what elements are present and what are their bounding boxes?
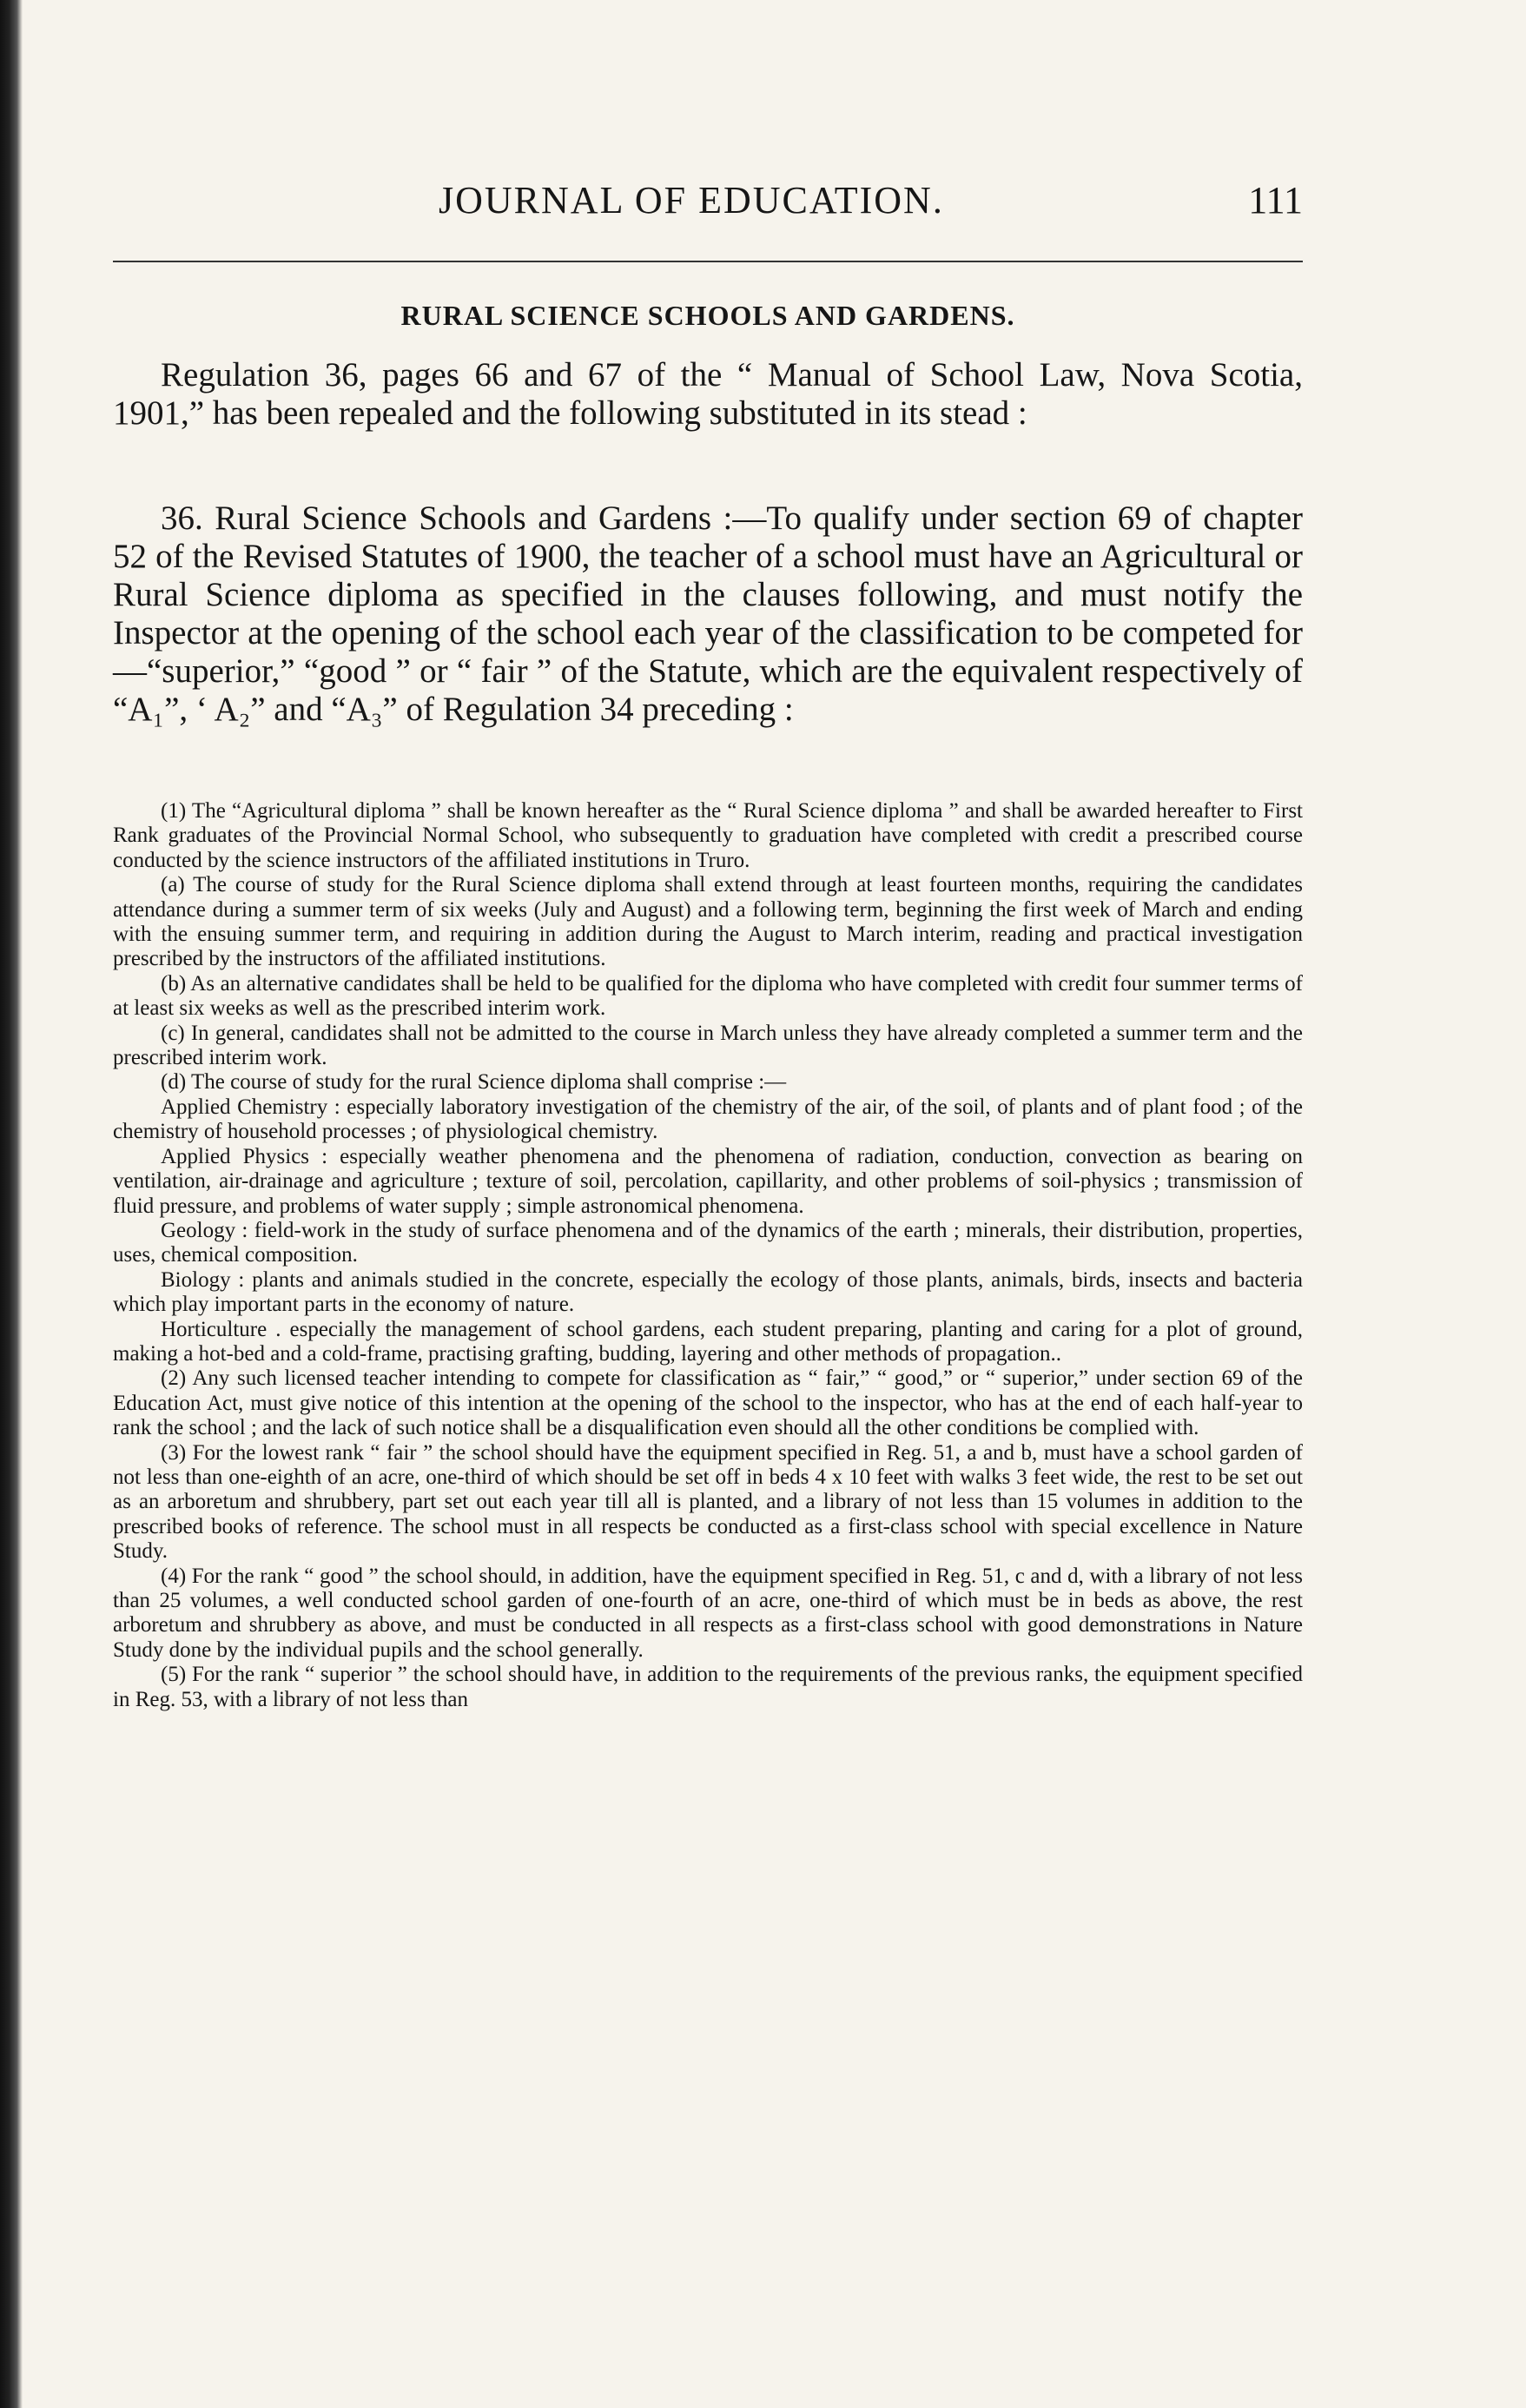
- clause-5: (5) For the rank “ superior ” the school should have, in addition to the requirements of the previous ranks, the equipment specified in Reg. 53, with a library of not less than: [113, 1663, 1303, 1711]
- clause-1c: (c) In general, candidates shall not be admitted to the course in March unless they have already completed a summer term and the prescribed interim work.: [113, 1021, 1303, 1070]
- subject-biology: Biology : plants and animals studied in the concrete, especially the ecology of those plants, animals, birds, insects and bacteria which play important parts in the economy of nature.: [113, 1267, 1303, 1317]
- clauses-body: [113, 799, 1303, 1712]
- subject-applied-chemistry: Applied Chemistry : especially laboratory investigation of the chemistry of the air, of the soil, of plants and of plant food ; of the chemistry of household processes ; of physiological chemistry.: [113, 1095, 1303, 1144]
- clause-2: (2) Any such licensed teacher intending to compete for classification as “ fair,” “ good,” or “ superior,” under section 69 of the Education Act, must give notice of this intention at the opening of the school to the inspector, who has at the end of each half-year to rank the school ; and the lack of such notice shall be a disqualification even should all the other conditions be complied with.: [113, 1366, 1303, 1440]
- clause-1d: (d) The course of study for the rural Science diploma shall comprise :—: [161, 1070, 787, 1095]
- clause-1b: (b) As an alternative candidates shall be held to be qualified for the diploma who have completed with credit four summer terms of at least six weeks as well as the prescribed interim work.: [113, 971, 1303, 1021]
- page-header: [113, 178, 1303, 230]
- clause-1a: (a) The course of study for the Rural Science diploma shall extend through at least fourteen months, requiring the candidates attendance during a summer term of six weeks (July and August) and a following term, beginning the first week of March and ending with the ensuing summer term, and requiring in addition during the August to March interim, reading and practical investigation prescribed by the instructors of the affiliated institutions.: [113, 873, 1303, 971]
- section-title: RURAL SCIENCE SCHOOLS AND GARDENS.: [400, 300, 1015, 331]
- header-rule: [113, 261, 1303, 262]
- binding-edge-shadow: [0, 0, 23, 2408]
- subject-horticulture: Horticulture . especially the management of school gardens, each student preparing, planting and caring for a plot of ground, making a hot-bed and a cold-frame, practising grafting, budding, layering and other methods of propagation..: [113, 1317, 1303, 1366]
- regulation-36-paragraph: 36. Rural Science Schools and Gardens :—To qualify under section 69 of chapter 52 of the Revised Statutes of 1900, the teacher of a school must have an Agricultural or Rural Science diploma as specified in the clauses following, and must notify the Inspector at the opening of the school each year of the classification to be competed for—“superior,” “good ” or “ fair ” of the Statute, which are the equivalent respectively of “A₁”, ‘ A₂” and “A₃” of Regulation 34 preceding :: [113, 499, 1303, 728]
- running-head: JOURNAL OF EDUCATION.: [439, 179, 944, 222]
- clause-1: (1) The “Agricultural diploma ” shall be known hereafter as the “ Rural Science diploma ” and shall be awarded hereafter to First Rank graduates of the Provincial Normal School, who subsequently to graduation have completed with credit a prescribed course conducted by the science instructors of the affiliated institutions in Truro.: [113, 799, 1303, 872]
- intro-paragraph: Regulation 36, pages 66 and 67 of the “ Manual of School Law, Nova Scotia, 1901,” has been repealed and the following substituted in its stead :: [113, 356, 1303, 432]
- subject-geology: Geology : field-work in the study of surface phenomena and of the dynamics of the earth ; minerals, their distribution, properties, uses, chemical composition.: [113, 1218, 1303, 1267]
- subject-applied-physics: Applied Physics : especially weather phenomena and the phenomena of radiation, conduction, convection as bearing on ventilation, air-drainage and agriculture ; texture of soil, percolation, capillarity, and other problems of soil-physics ; transmission of fluid pressure, and problems of water supply ; simple astronomical phenomena.: [113, 1144, 1303, 1218]
- clause-3: (3) For the lowest rank “ fair ” the school should have the equipment specified in Reg. 51, a and b, must have a school garden of not less than one-eighth of an acre, one-third of which should be set off in beds 4 x 10 feet with walks 3 feet wide, the rest to be set out as an arboretum and shrubbery, part set out each year till all is planted, and a library of not less than 15 volumes in addition to the prescribed books of reference. The school must in all respects be conducted as a first-class school with special excellence in Nature Study.: [113, 1440, 1303, 1564]
- page-number: 111: [1248, 179, 1303, 222]
- clause-4: (4) For the rank “ good ” the school should, in addition, have the equipment specified in Reg. 51, c and d, with a library of not less than 25 volumes, a well conducted school garden of one-fourth of an acre, one-third of which must be in beds as above, the rest arboretum and shrubbery as above, and must be conducted in all respects as a first-class school with good demonstrations in Nature Study done by the individual pupils and the school generally.: [113, 1564, 1303, 1662]
